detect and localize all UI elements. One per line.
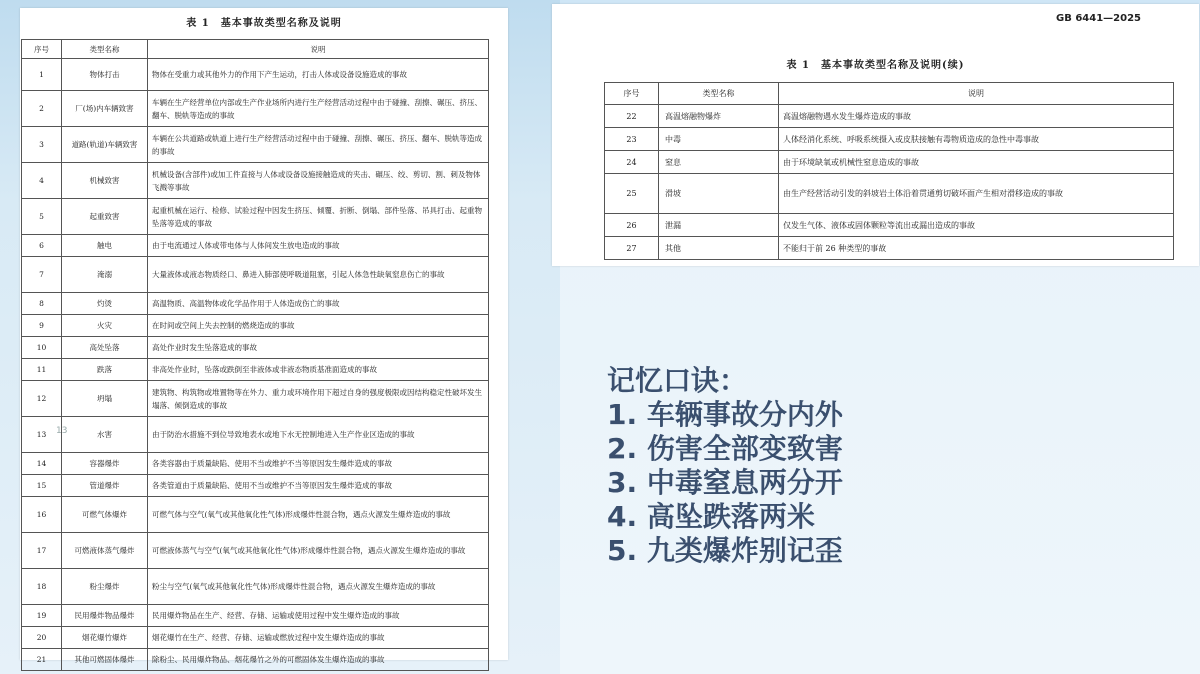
row-type-name: 坍塌 — [62, 381, 148, 417]
row-number: 15 — [22, 475, 62, 497]
row-number: 24 — [605, 151, 659, 174]
mnemonic-line: 4. 高坠跌落两米 — [607, 500, 815, 533]
row-type-name: 滑坡 — [659, 174, 779, 214]
row-number: 8 — [22, 293, 62, 315]
row-description: 在时间或空间上失去控制的燃烧造成的事故 — [148, 315, 489, 337]
row-type-name: 中毒 — [659, 128, 779, 151]
row-number: 1 — [22, 59, 62, 91]
row-description: 由于环境缺氧或机械性窒息造成的事故 — [779, 151, 1174, 174]
row-description: 起重机械在运行、检修、试验过程中因发生挤压、倾覆、折断、倒塌、部件坠落、吊具打击、起重物坠落等造成的事故 — [148, 199, 489, 235]
table-row — [605, 128, 1174, 151]
table-row — [22, 627, 489, 649]
row-type-name: 水害 — [62, 417, 148, 453]
table-title-continued: 表 1 基本事故类型名称及说明(续) — [786, 60, 965, 71]
table-row — [22, 163, 489, 199]
header-no: 序号 — [22, 40, 62, 59]
table-row — [22, 649, 489, 671]
table-row — [605, 214, 1174, 237]
row-type-name: 高温熔融物爆炸 — [659, 105, 779, 128]
row-number: 26 — [605, 214, 659, 237]
row-type-name: 机械致害 — [62, 163, 148, 199]
standard-page-right — [552, 4, 1199, 266]
row-description: 各类容器由于质量缺陷、使用不当或维护不当等原因发生爆炸造成的事故 — [148, 453, 489, 475]
row-description: 由生产经营活动引发的斜坡岩土体沿着贯通剪切破坏面产生相对滑移造成的事故 — [779, 174, 1174, 214]
row-description: 除粉尘、民用爆炸物品、烟花爆竹之外的可燃固体发生爆炸造成的事故 — [148, 649, 489, 671]
row-type-name: 其他 — [659, 237, 779, 260]
table-row — [605, 105, 1174, 128]
row-number: 22 — [605, 105, 659, 128]
row-description: 各类管道由于质量缺陷、使用不当或维护不当等原因发生爆炸造成的事故 — [148, 475, 489, 497]
row-number: 13 — [22, 417, 62, 453]
row-type-name: 容器爆炸 — [62, 453, 148, 475]
header-desc: 说明 — [779, 83, 1174, 105]
row-type-name: 物体打击 — [62, 59, 148, 91]
row-description: 车辆在生产经营单位内部或生产作业场所内进行生产经营活动过程中由于碰撞、刮擦、碾压、挤压、翻车、脱轨等造成的事故 — [148, 91, 489, 127]
row-type-name: 民用爆炸物品爆炸 — [62, 605, 148, 627]
header-desc: 说明 — [148, 40, 489, 59]
row-type-name: 可燃液体蒸气爆炸 — [62, 533, 148, 569]
row-description: 由于防治水措施不到位导致地表水或地下水无控制地进入生产作业区造成的事故 — [148, 417, 489, 453]
row-type-name: 高处坠落 — [62, 337, 148, 359]
table-row — [22, 533, 489, 569]
row-type-name: 泄漏 — [659, 214, 779, 237]
header-name: 类型名称 — [62, 40, 148, 59]
row-description: 高温物质、高温物体或化学品作用于人体造成伤亡的事故 — [148, 293, 489, 315]
row-number: 3 — [22, 127, 62, 163]
table-row — [22, 453, 489, 475]
row-description: 烟花爆竹在生产、经营、存储、运输或燃放过程中发生爆炸造成的事故 — [148, 627, 489, 649]
table-row — [605, 237, 1174, 260]
row-description: 可燃气体与空气(氧气或其他氧化性气体)形成爆炸性混合物，遇点火源发生爆炸造成的事故 — [148, 497, 489, 533]
row-type-name: 烟花爆竹爆炸 — [62, 627, 148, 649]
table-row — [22, 475, 489, 497]
row-number: 7 — [22, 257, 62, 293]
table-row — [605, 151, 1174, 174]
row-type-name: 跌落 — [62, 359, 148, 381]
row-description: 人体经消化系统、呼吸系统摄入或皮肤接触有毒物质造成的急性中毒事故 — [779, 128, 1174, 151]
table-header-row — [605, 83, 1174, 105]
table-row — [22, 605, 489, 627]
table-row — [22, 337, 489, 359]
table-row — [22, 381, 489, 417]
table-row — [22, 417, 489, 453]
row-type-name: 触电 — [62, 235, 148, 257]
mnemonic-line: 2. 伤害全部变致害 — [607, 432, 843, 465]
row-type-name: 淹溺 — [62, 257, 148, 293]
row-description: 高处作业时发生坠落造成的事故 — [148, 337, 489, 359]
page-watermark: 13 — [56, 426, 68, 436]
row-type-name: 粉尘爆炸 — [62, 569, 148, 605]
row-description: 车辆在公共道路或轨道上进行生产经营活动过程中由于碰撞、刮擦、碾压、挤压、翻车、脱轨等造成的事故 — [148, 127, 489, 163]
row-number: 14 — [22, 453, 62, 475]
row-number: 10 — [22, 337, 62, 359]
table-row — [22, 359, 489, 381]
row-number: 6 — [22, 235, 62, 257]
table-row — [22, 257, 489, 293]
mnemonic-block — [607, 364, 1027, 568]
row-type-name: 道路(轨道)车辆致害 — [62, 127, 148, 163]
accident-type-table — [21, 39, 489, 671]
table-row — [22, 293, 489, 315]
row-type-name: 灼烫 — [62, 293, 148, 315]
row-description: 可燃液体蒸气与空气(氧气或其他氧化性气体)形成爆炸性混合物，遇点火源发生爆炸造成的事故 — [148, 533, 489, 569]
row-number: 19 — [22, 605, 62, 627]
row-description: 不能归于前 26 种类型的事故 — [779, 237, 1174, 260]
row-number: 20 — [22, 627, 62, 649]
mnemonic-title: 记忆口诀： — [607, 364, 748, 397]
row-description: 民用爆炸物品在生产、经营、存储、运输或使用过程中发生爆炸造成的事故 — [148, 605, 489, 627]
row-description: 物体在受重力或其他外力的作用下产生运动，打击人体或设备设施造成的事故 — [148, 59, 489, 91]
header-name: 类型名称 — [659, 83, 779, 105]
row-description: 机械设备(含部件)或加工件直接与人体或设备设施接触造成的夹击、碾压、绞、剪切、割、刺及物体飞溅等事故 — [148, 163, 489, 199]
row-description: 大量液体或液态物质经口、鼻进入肺部使呼吸道阻塞，引起人体急性缺氧窒息伤亡的事故 — [148, 257, 489, 293]
standard-page-left — [20, 8, 508, 664]
row-number: 4 — [22, 163, 62, 199]
row-type-name: 起重致害 — [62, 199, 148, 235]
mnemonic-line: 3. 中毒窒息两分开 — [607, 466, 843, 499]
table-row — [22, 59, 489, 91]
row-description: 高温熔融物遇水发生爆炸造成的事故 — [779, 105, 1174, 128]
row-description: 非高处作业时，坠落或跌倒至非液体或非液态物质基准面造成的事故 — [148, 359, 489, 381]
header-no: 序号 — [605, 83, 659, 105]
table-row — [22, 127, 489, 163]
row-type-name: 火灾 — [62, 315, 148, 337]
table-row — [22, 199, 489, 235]
row-number: 17 — [22, 533, 62, 569]
standard-code: GB 6441—2025 — [1056, 13, 1141, 24]
row-type-name: 其他可燃固体爆炸 — [62, 649, 148, 671]
row-number: 12 — [22, 381, 62, 417]
table-header-row — [22, 40, 489, 59]
accident-type-table-continued — [604, 82, 1174, 260]
row-number: 21 — [22, 649, 62, 671]
table-row — [22, 497, 489, 533]
row-type-name: 可燃气体爆炸 — [62, 497, 148, 533]
table-row — [22, 315, 489, 337]
row-number: 27 — [605, 237, 659, 260]
table-row — [22, 235, 489, 257]
mnemonic-line: 1. 车辆事故分内外 — [607, 398, 843, 431]
row-description: 仅发生气体、液体或固体颗粒等流出或漏出造成的事故 — [779, 214, 1174, 237]
row-number: 25 — [605, 174, 659, 214]
row-number: 11 — [22, 359, 62, 381]
row-number: 2 — [22, 91, 62, 127]
row-number: 23 — [605, 128, 659, 151]
row-description: 建筑物、构筑物或堆置物等在外力、重力或环境作用下超过自身的强度极限或因结构稳定性破坏发生塌落、倾倒造成的事故 — [148, 381, 489, 417]
row-description: 粉尘与空气(氧气或其他氧化性气体)形成爆炸性混合物，遇点火源发生爆炸造成的事故 — [148, 569, 489, 605]
table-row — [22, 569, 489, 605]
row-type-name: 管道爆炸 — [62, 475, 148, 497]
row-type-name: 厂(场)内车辆致害 — [62, 91, 148, 127]
row-number: 18 — [22, 569, 62, 605]
row-number: 9 — [22, 315, 62, 337]
row-description: 由于电流通过人体或带电体与人体间发生放电造成的事故 — [148, 235, 489, 257]
mnemonic-line: 5. 九类爆炸别记歪 — [607, 534, 843, 567]
row-type-name: 窒息 — [659, 151, 779, 174]
table-row — [605, 174, 1174, 214]
table-row — [22, 91, 489, 127]
table-title: 表 1 基本事故类型名称及说明 — [186, 18, 342, 29]
row-number: 5 — [22, 199, 62, 235]
row-number: 16 — [22, 497, 62, 533]
